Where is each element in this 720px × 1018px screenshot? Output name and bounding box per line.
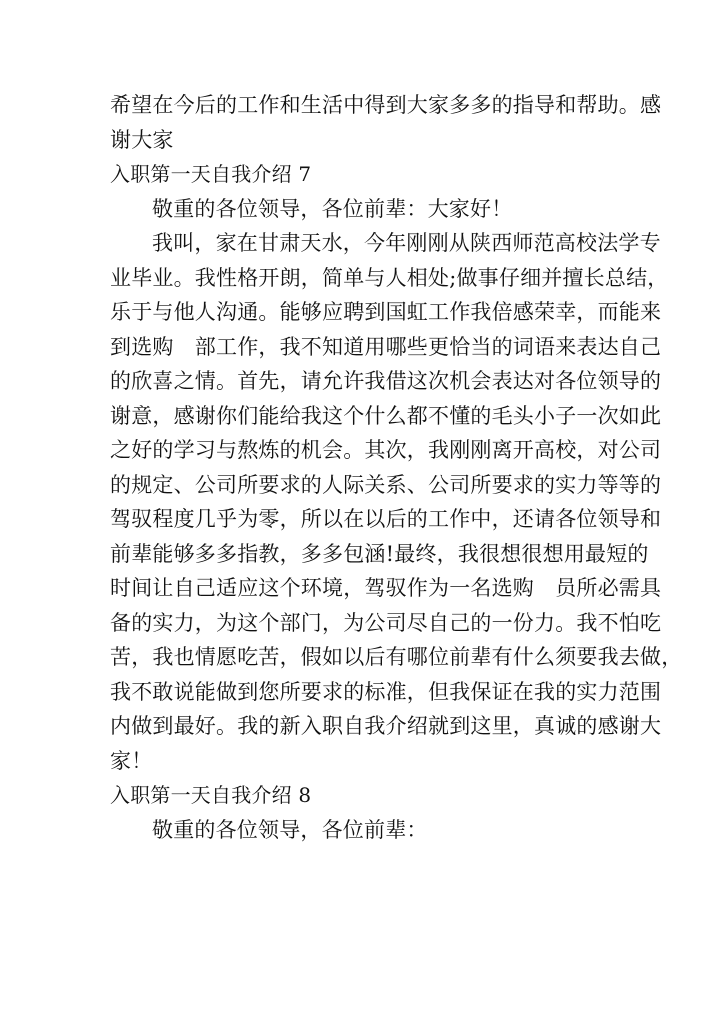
- paragraph-line: 苦，我也情愿吃苦，假如以后有哪位前辈有什么须要我去做，: [110, 645, 683, 669]
- document-body: [110, 88, 683, 847]
- paragraph-line: 的规定、公司所要求的人际关系、公司所要求的实力等等的: [110, 472, 662, 497]
- paragraph-line: 谢意，感谢你们能给我这个什么都不懂的毛头小子一次如此: [110, 403, 662, 428]
- paragraph-line: 时间让自己适应这个环境，驾驭作为一名选购 员所必需具: [110, 576, 662, 600]
- section-heading: 入职第一天自我介绍 7: [110, 162, 312, 186]
- paragraph-line: 之好的学习与熬炼的机会。其次，我刚刚离开高校，对公司: [110, 438, 662, 462]
- paragraph-line: 乐于与他人沟通。能够应聘到国虹工作我倍感荣幸，而能来: [110, 300, 662, 324]
- paragraph-line: 我不敢说能做到您所要求的标准，但我保证在我的实力范围: [110, 679, 662, 704]
- paragraph-line: 内做到最好。我的新入职自我介绍就到这里，真诚的感谢大: [110, 714, 662, 738]
- greeting-line: 敬重的各位领导，各位前辈：大家好！: [152, 196, 513, 221]
- paragraph-line: 业毕业。我性格开朗，简单与人相处;做事仔细并擅长总结，: [110, 265, 669, 290]
- paragraph-line: 驾驭程度几乎为零，所以在以后的工作中，还请各位领导和: [110, 507, 662, 531]
- paragraph-line: 我叫，家在甘肃天水，今年刚刚从陕西师范高校法学专: [152, 231, 661, 255]
- paragraph-line: 家！: [110, 748, 153, 773]
- greeting-line: 敬重的各位领导，各位前辈：: [152, 817, 428, 842]
- paragraph-line: 前辈能够多多指教，多多包涵!最终，我很想很想用最短的: [110, 541, 649, 566]
- paragraph-line: 的欣喜之情。首先，请允许我借这次机会表达对各位领导的: [110, 369, 662, 393]
- paragraph-line: 谢大家: [110, 127, 174, 152]
- paragraph-line: 希望在今后的工作和生活中得到大家多多的指导和帮助。感: [110, 93, 662, 117]
- paragraph-line: 备的实力，为这个部门，为公司尽自己的一份力。我不怕吃: [110, 610, 662, 635]
- paragraph-line: 到选购 部工作，我不知道用哪些更恰当的词语来表达自己: [110, 334, 662, 359]
- section-heading: 入职第一天自我介绍 8: [110, 783, 312, 807]
